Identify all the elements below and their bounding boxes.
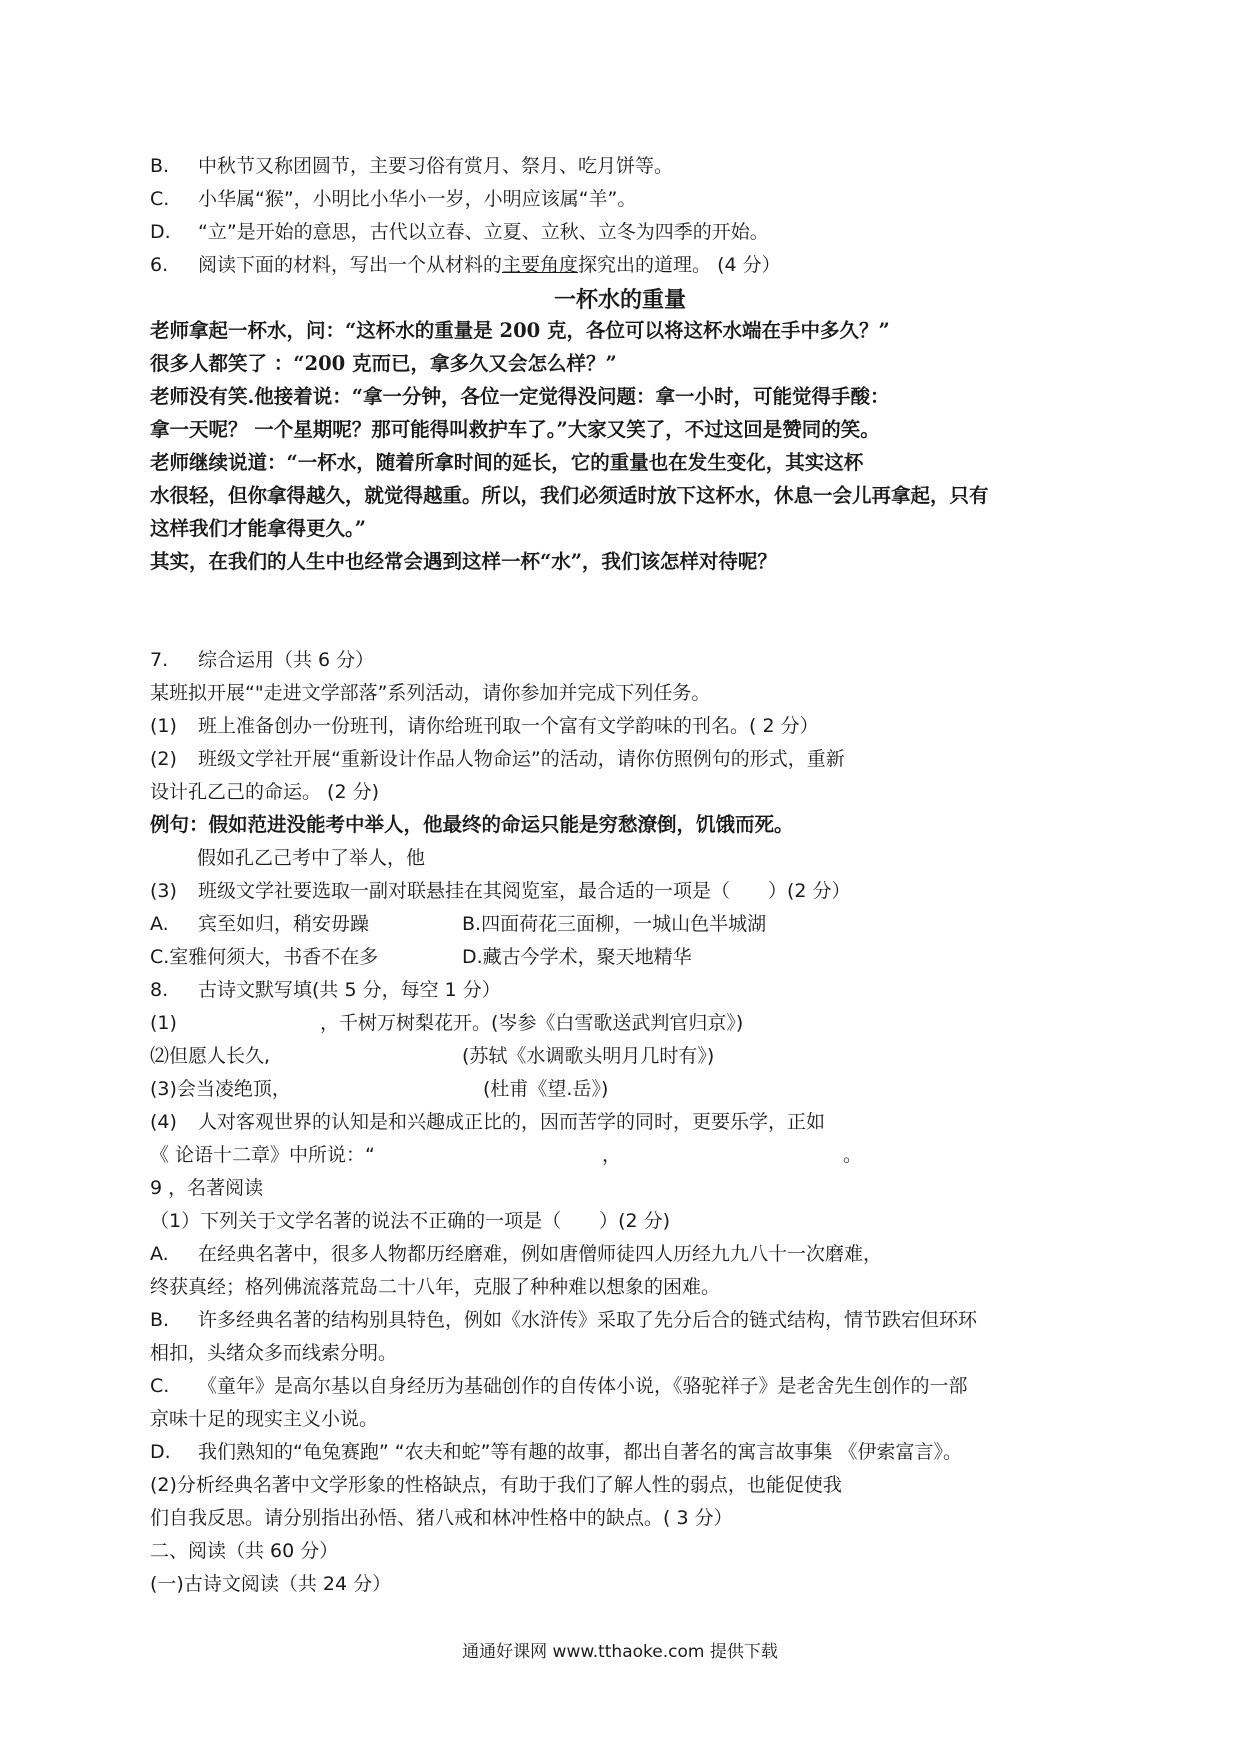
q7-heading: 7. 综合运用（共 6 分） xyxy=(150,649,375,671)
passage-line: 老师继续说道：“一杯水，随着所拿时间的延长，它的重量也在发生变化，其实这杯 xyxy=(150,451,864,474)
q9-option-a: A. 在经典名著中，很多人物都历经磨难，例如唐僧师徒四人历经九九八十一次磨难， xyxy=(150,1243,883,1265)
q9-option-c: C. 《童年》是高尔基以自身经历为基础创作的自传体小说，《骆驼祥子》是老舍先生创作的一部 xyxy=(150,1375,968,1397)
q5-option-d: D. “立”是开始的意思，古代以立春、立夏、立秋、立冬为四季的开始。 xyxy=(150,221,769,243)
q9-option-d: D. 我们熟知的“龟兔赛跑” “农夫和蛇”等有趣的故事，都出自著名的寓言故事集 《伊索富言》。 xyxy=(150,1441,962,1463)
q7-subquestion-2: (2) 班级文学社开展“重新设计作品人物命运”的活动，请你仿照例句的形式，重新 xyxy=(150,748,845,770)
q7-intro: 某班拟开展“"走进文学部落”系列活动，请你参加并完成下列任务。 xyxy=(150,682,711,704)
q5-option-c: C. 小华属“猴”，小明比小华小一岁，小明应该属“羊”。 xyxy=(150,188,637,210)
q7-option-c: C.室雅何须大，书香不在多 xyxy=(150,946,379,968)
q8-line-3-source: (杜甫《望.岳》) xyxy=(483,1078,609,1100)
q8-line-4: (4) 人对客观世界的认知是和兴趣成正比的，因而苦学的同时，更要乐学，正如 xyxy=(150,1111,826,1133)
passage-line: 很多人都笑了 ：“200 克而已，拿多久又会怎么样？” xyxy=(150,352,617,375)
q7-example-sentence: 例句：假如范进没能考中举人，他最终的命运只能是穷愁潦倒，饥饿而死。 xyxy=(150,813,794,836)
q9-subquestion-2-cont: 们自我反思。请分别指出孙悟、猪八戒和林冲性格中的缺点。( 3 分） xyxy=(150,1507,733,1529)
q8-heading: 8. 古诗文默写填(共 5 分，每空 1 分） xyxy=(150,979,501,1001)
passage-line: 老师拿起一杯水，问：“这杯水的重量是 200 克，各位可以将这杯水端在手中多久？” xyxy=(150,319,890,342)
q8-line-2: ⑵但愿人长久, xyxy=(150,1045,271,1067)
passage-line: 老师没有笑.他接着说：“拿一分钟，各位一定觉得没问题：拿一小时，可能觉得手酸： xyxy=(150,385,890,408)
q6-underlined-keyword: 主要角度 xyxy=(502,254,579,276)
section-heading: 二、阅读（共 60 分） xyxy=(150,1540,339,1562)
passage-line: 其实，在我们的人生中也经常会遇到这样一杯“水”，我们该怎样对待呢？ xyxy=(150,550,777,573)
q6-prompt: 6. 阅读下面的材料，写出一个从材料的主要角度探究出的道理。 (4 分） xyxy=(150,254,781,276)
q9-option-b: B. 许多经典名著的结构别具特色，例如《水浒传》采取了先分后合的链式结构，情节跌宕但环环 xyxy=(150,1309,978,1331)
q7-subquestion-3: (3) 班级文学社要选取一副对联悬挂在其阅览室，最合适的一项是（ ）(2 分） xyxy=(150,880,851,902)
q7-fill-in-line: 假如孔乙己考中了举人，他 xyxy=(197,847,426,869)
q8-line-3: (3)会当凌绝顶， xyxy=(150,1078,291,1100)
q9-option-c-cont: 京味十足的现实主义小说。 xyxy=(150,1408,379,1430)
q8-line-4-period: 。 xyxy=(843,1144,863,1166)
passage-title: 一杯水的重量 xyxy=(553,287,686,313)
passage-line: 水很轻，但你拿得越久，就觉得越重。所以，我们必须适时放下这杯水，休息一会儿再拿起，只有 xyxy=(150,484,989,507)
q7-option-b: B.四面荷花三面柳，一城山色半城湖 xyxy=(462,913,767,935)
q7-subquestion-1: (1) 班上准备创办一份班刊，请你给班刊取一个富有文学韵味的刊名。( 2 分） xyxy=(150,715,819,737)
page-footer: 通通好课网 www.tthaoke.com 提供下载 xyxy=(462,1642,778,1662)
q8-line-2-source: (苏轼《水调歌头明月几时有》) xyxy=(462,1045,715,1067)
passage-line: 这样我们才能拿得更久。” xyxy=(150,517,366,540)
q5-option-b: B. 中秋节又称团圆节，主要习俗有赏月、祭月、吃月饼等。 xyxy=(150,155,674,177)
q7-option-a: A. 宾至如归，稍安毋躁 xyxy=(150,913,370,935)
subsection-heading: (一)古诗文阅读（共 24 分） xyxy=(150,1573,392,1595)
q8-line-4-cont: 《 论语十二章》中所说：“ xyxy=(150,1144,375,1166)
q9-subquestion-1: （1）下列关于文学名著的说法不正确的一项是（ ）(2 分) xyxy=(150,1210,671,1232)
q8-line-4-comma: ， xyxy=(602,1144,622,1166)
q9-subquestion-2: (2)分析经典名著中文学形象的性格缺点，有助于我们了解人性的弱点，也能促使我 xyxy=(150,1474,842,1496)
q7-option-d: D.藏古今学术，聚天地精华 xyxy=(462,946,692,968)
q9-option-a-cont: 终获真经；格列佛流落荒岛二十八年，克服了种种难以想象的困难。 xyxy=(150,1276,721,1298)
q9-heading: 9 ，名著阅读 xyxy=(150,1177,264,1199)
q7-subquestion-2-cont: 设计孔乙己的命运。 (2 分) xyxy=(150,781,379,803)
q8-line-1: (1) ，千树万树梨花开。(岑参《白雪歌送武判官归京》) xyxy=(150,1012,744,1034)
passage-line: 拿一天呢？ 一个星期呢？那可能得叫救护车了。”大家又笑了，不过这回是赞同的笑。 xyxy=(150,418,880,441)
q9-option-b-cont: 相扣，头绪众多而线索分明。 xyxy=(150,1342,398,1364)
